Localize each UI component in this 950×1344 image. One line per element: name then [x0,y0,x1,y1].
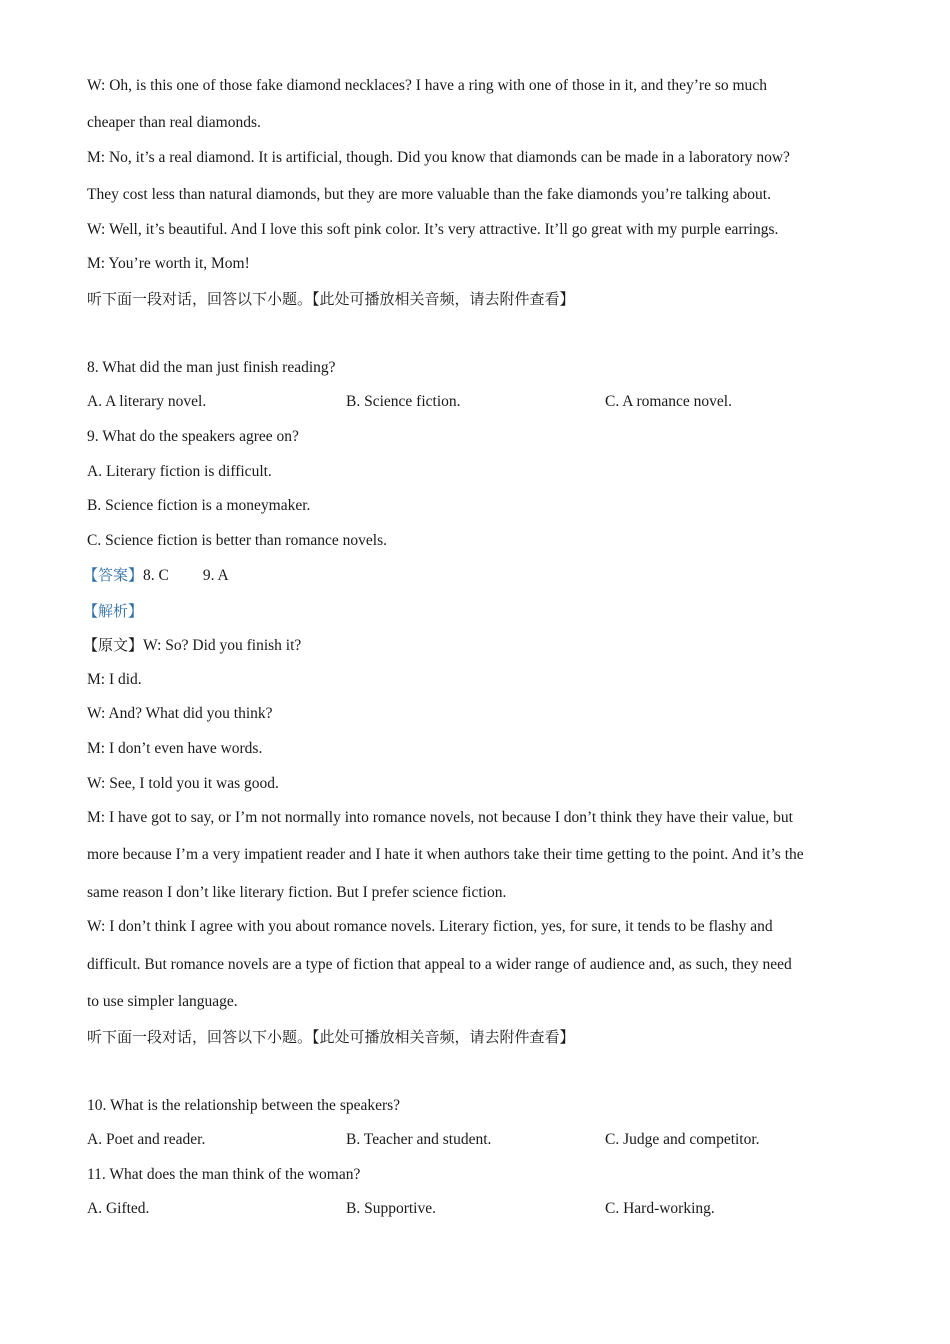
q8-option-a: A. A literary novel. [87,393,207,410]
original-line [83,635,301,656]
q10-option-a: A. Poet and reader. [87,1131,206,1148]
dialogue-line: cheaper than real diamonds. [87,114,261,131]
dialogue-line: M: I don’t even have words. [87,740,263,757]
question-9: 9. What do the speakers agree on? [87,428,299,445]
dialogue-line: M: No, it’s a real diamond. It is artificial, though. Did you know that diamonds can be made in a laboratory now? [87,149,790,166]
answer-9: 9. A [202,567,229,584]
question-11: 11. What does the man think of the woman? [87,1166,361,1183]
q9-option-a: A. Literary fiction is difficult. [87,463,272,480]
dialogue-line: W: I don’t think I agree with you about romance novels. Literary fiction, yes, for sure, it tends to be flashy and [87,918,773,935]
q10-option-b: B. Teacher and student. [346,1131,492,1148]
dialogue-line: W: And? What did you think? [87,705,273,722]
listen-instruction: 听下面一段对话，回答以下小题。【此处可播放相关音频，请去附件查看】 [87,1028,575,1046]
dialogue-line: W: Oh, is this one of those fake diamond necklaces? I have a ring with one of those in it, and they’re so much [87,77,767,94]
answer-8: 8. C [143,567,169,584]
q8-option-b: B. Science fiction. [346,393,461,410]
question-8: 8. What did the man just finish reading? [87,359,336,376]
analysis-label: 【解析】 [83,602,144,620]
dialogue-line: W: See, I told you it was good. [87,775,279,792]
q10-option-c: C. Judge and competitor. [605,1131,760,1148]
original-label: 【原文】 [83,636,144,654]
dialogue-line: W: So? Did you finish it? [143,637,302,654]
q9-option-b: B. Science fiction is a moneymaker. [87,497,311,514]
q11-option-b: B. Supportive. [346,1200,436,1217]
dialogue-line: M: I did. [87,671,142,688]
q11-option-c: C. Hard-working. [605,1200,715,1217]
q8-option-c: C. A romance novel. [605,393,732,410]
answer-label: 【答案】 [83,566,144,584]
listen-instruction: 听下面一段对话，回答以下小题。【此处可播放相关音频，请去附件查看】 [87,290,575,308]
q9-option-c: C. Science fiction is better than romance novels. [87,532,388,549]
dialogue-line: to use simpler language. [87,993,238,1010]
question-10: 10. What is the relationship between the speakers? [87,1097,401,1114]
dialogue-line: M: I have got to say, or I’m not normally into romance novels, not because I don’t think they have their value, but [87,809,793,826]
q11-option-a: A. Gifted. [87,1200,150,1217]
dialogue-line: They cost less than natural diamonds, but they are more valuable than the fake diamonds you’re talking about. [87,186,771,203]
dialogue-line: M: You’re worth it, Mom! [87,255,250,272]
dialogue-line: difficult. But romance novels are a type of fiction that appeal to a wider range of audience and, as such, they need [87,956,792,973]
dialogue-line: W: Well, it’s beautiful. And I love this soft pink color. It’s very attractive. It’ll go great with my purple earrings. [87,221,779,238]
answer-line [83,565,229,586]
dialogue-line: same reason I don’t like literary fiction. But I prefer science fiction. [87,884,507,901]
dialogue-line: more because I’m a very impatient reader and I hate it when authors take their time getting to the point. And it’s the [87,846,804,863]
